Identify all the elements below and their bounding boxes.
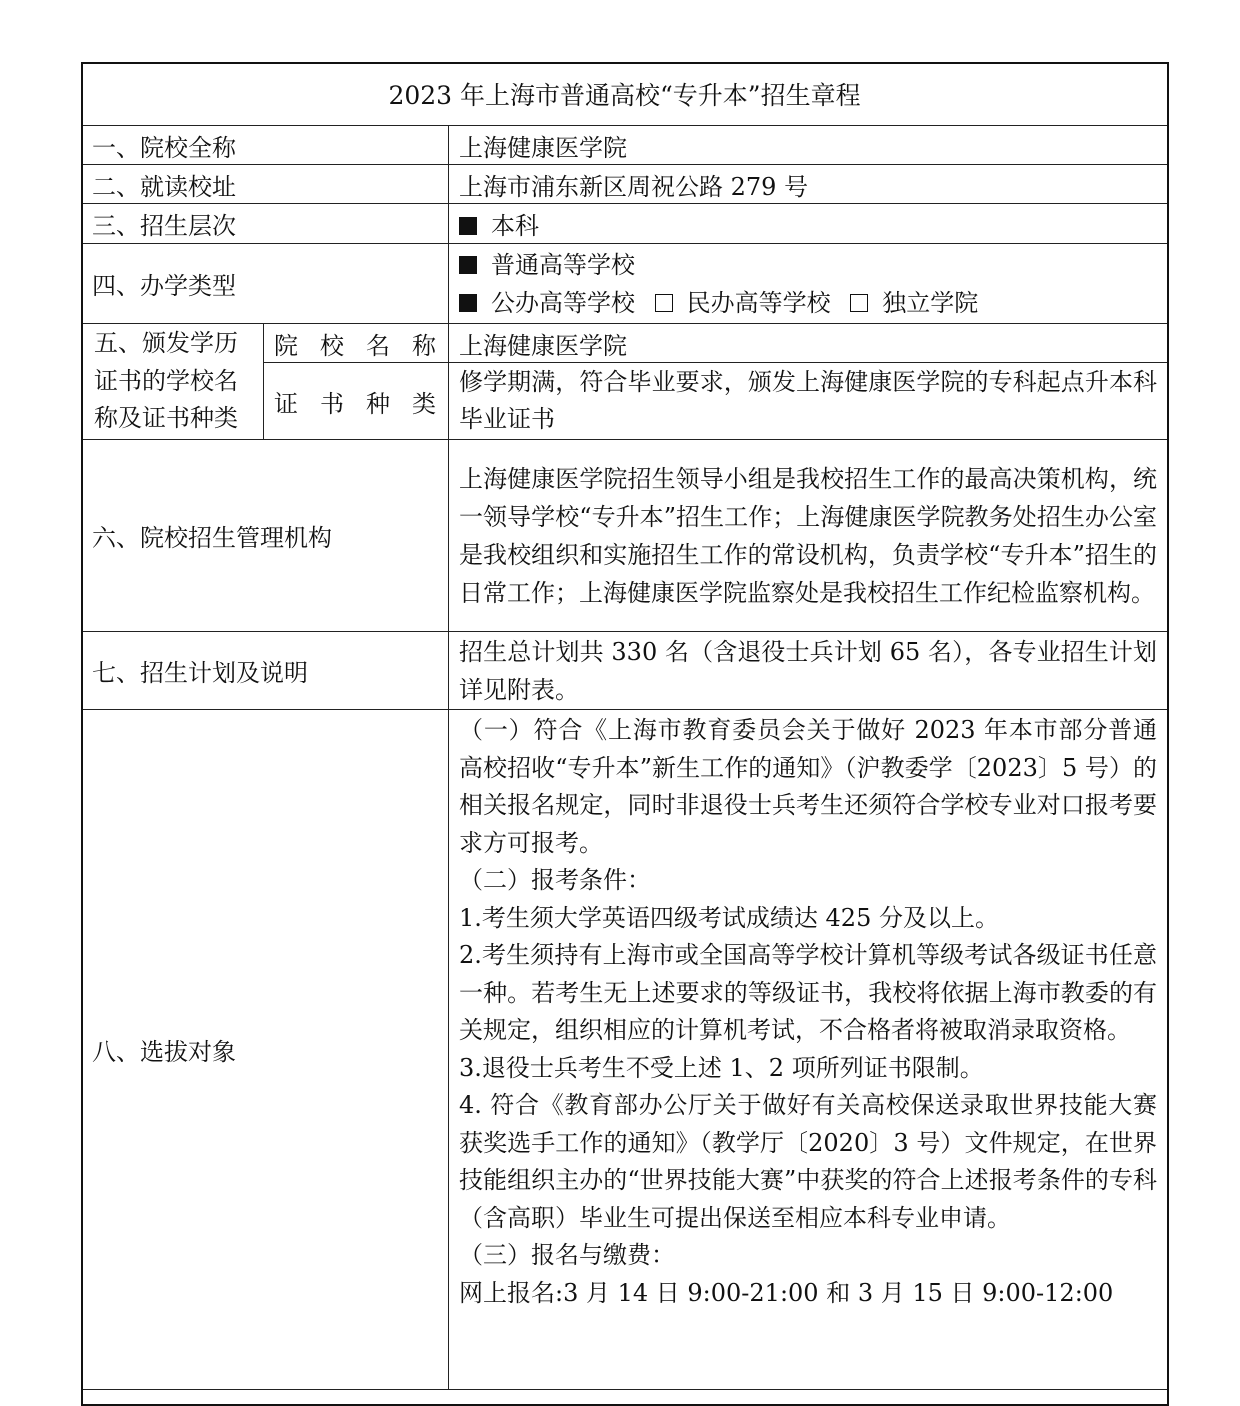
sublabel-cert-type: 证书种类 — [264, 363, 449, 440]
selection-para-5: 3.退役士兵考生不受上述 1、2 项所列证书限制。 — [459, 1053, 984, 1082]
value-selection — [449, 710, 1168, 1390]
row-type — [82, 244, 1168, 324]
selection-para-3: 1.考生须大学英语四级考试成绩达 425 分及以上。 — [459, 903, 999, 932]
row-admin — [82, 440, 1168, 632]
value-level — [449, 204, 1168, 244]
row-level — [82, 204, 1168, 244]
row-school-name — [82, 126, 1168, 165]
row-cert-name — [82, 324, 1168, 363]
selection-para-8: 网上报名:3 月 14 日 9:00-21:00 和 3 月 15 日 9:00-12:00 — [459, 1278, 1114, 1307]
type-option-independent: 独立学院 — [882, 288, 979, 317]
title-row — [82, 63, 1168, 126]
selection-para-6: 4. 符合《教育部办公厅关于做好有关高校保送录取世界技能大赛获奖选手工作的通知》（教学厅〔2020〕3 号）文件规定，在世界技能组织主办的“世界技能大赛”中获奖的符合上述报考条件的专科（含高职）毕业生可提出保送至相应本科专业申请。 — [459, 1091, 1158, 1232]
level-option: 本科 — [491, 212, 539, 240]
selection-para-1: （一）符合《上海市教育委员会关于做好 2023 年本市部分普通高校招收“专升本”新生工作的通知》（沪教委学〔2023〕5 号）的相关报名规定，同时非退役士兵考生还须符合学校专业对口报考要求方可报考。 — [459, 716, 1158, 857]
row-address — [82, 165, 1168, 204]
row-plan — [82, 632, 1168, 710]
row-selection — [82, 710, 1168, 1390]
value-school-name: 上海健康医学院 — [449, 126, 1168, 165]
label-level: 三、招生层次 — [82, 204, 449, 244]
selection-para-4: 2.考生须持有上海市或全国高等学校计算机等级考试各级证书任意一种。若考生无上述要求的等级证书，我校将依据上海市教委的有关规定，组织相应的计算机考试，不合格者将被取消录取资格。 — [459, 941, 1158, 1044]
checked-box-icon — [459, 256, 477, 274]
checked-box-icon — [459, 217, 477, 235]
sublabel-cert-school: 院校名称 — [264, 324, 449, 363]
label-plan: 七、招生计划及说明 — [82, 632, 449, 710]
label-selection: 八、选拔对象 — [82, 710, 449, 1390]
unchecked-box-icon — [850, 294, 868, 312]
label-address: 二、就读校址 — [82, 165, 449, 204]
selection-para-2: （二）报考条件： — [459, 866, 651, 894]
document-title: 2023 年上海市普通高校“专升本”招生章程 — [82, 63, 1168, 126]
label-school-name: 一、院校全称 — [82, 126, 449, 165]
value-address: 上海市浦东新区周祝公路 279 号 — [449, 165, 1168, 204]
type-line1: 普通高等学校 — [491, 250, 635, 279]
label-cert: 五、颁发学历证书的学校名称及证书种类 — [82, 324, 264, 440]
checked-box-icon — [459, 294, 477, 312]
value-cert-school: 上海健康医学院 — [449, 324, 1168, 363]
value-type — [449, 244, 1168, 324]
admission-table — [81, 62, 1168, 1390]
label-admin: 六、院校招生管理机构 — [82, 440, 449, 632]
value-cert-type: 修学期满，符合毕业要求，颁发上海健康医学院的专科起点升本科毕业证书 — [449, 363, 1168, 440]
type-option-private: 民办高等学校 — [686, 288, 831, 317]
type-option-public: 公办高等学校 — [491, 288, 635, 317]
value-admin: 上海健康医学院招生领导小组是我校招生工作的最高决策机构，统一领导学校“专升本”招生工作；上海健康医学院教务处招生办公室是我校组织和实施招生工作的常设机构，负责学校“专升本”招生的日常工作；上海健康医学院监察处是我校招生工作纪检监察机构。 — [449, 440, 1168, 632]
value-plan: 招生总计划共 330 名（含退役士兵计划 65 名），各专业招生计划详见附表。 — [449, 632, 1168, 710]
label-type: 四、办学类型 — [82, 244, 449, 324]
unchecked-box-icon — [655, 294, 673, 312]
selection-para-7: （三）报名与缴费： — [459, 1241, 675, 1269]
